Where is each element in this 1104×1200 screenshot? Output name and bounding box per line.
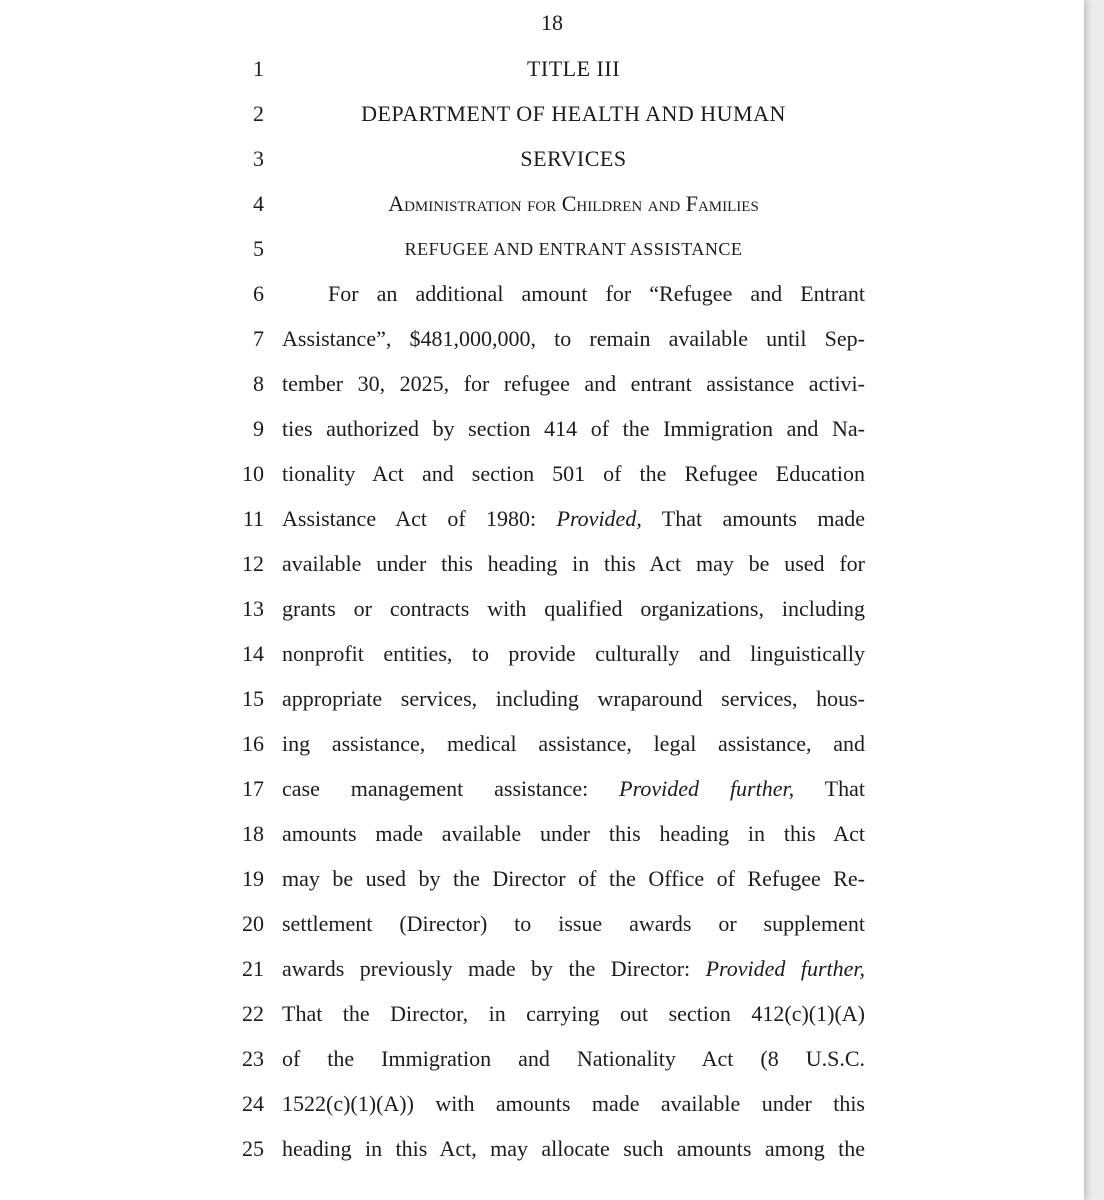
body-text-line: That the Director, in carrying out section 412(c)(1)(A) bbox=[282, 1001, 865, 1026]
document-line bbox=[0, 549, 1084, 594]
document-line bbox=[0, 1044, 1084, 1089]
document-line bbox=[0, 234, 1084, 279]
agency-heading: Administration for Children and Families bbox=[388, 191, 759, 216]
document-line bbox=[0, 189, 1084, 234]
document-line bbox=[0, 594, 1084, 639]
line-number: 16 bbox=[242, 731, 264, 756]
document-line bbox=[0, 999, 1084, 1044]
body-text-line: available under this heading in this Act may be used for bbox=[282, 551, 865, 576]
document-line bbox=[0, 819, 1084, 864]
line-number: 4 bbox=[253, 191, 264, 216]
document-line bbox=[0, 864, 1084, 909]
account-heading: REFUGEE AND ENTRANT ASSISTANCE bbox=[404, 239, 743, 259]
line-number: 2 bbox=[253, 101, 264, 126]
body-text-line: ing assistance, medical assistance, legal assistance, and bbox=[282, 731, 865, 756]
proviso-italic: Provided, bbox=[556, 506, 642, 531]
document-line bbox=[0, 414, 1084, 459]
department-heading: DEPARTMENT OF HEALTH AND HUMAN bbox=[361, 101, 786, 126]
proviso-italic: Provided further, bbox=[619, 776, 795, 801]
body-text-line: tionality Act and section 501 of the Refugee Education bbox=[282, 461, 865, 486]
line-number: 23 bbox=[242, 1046, 264, 1071]
body-text-line: For an additional amount for “Refugee and Entrant bbox=[328, 281, 865, 306]
line-number: 5 bbox=[253, 236, 264, 261]
body-text-line: heading in this Act, may allocate such amounts among the bbox=[282, 1136, 865, 1161]
body-text-line: of the Immigration and Nationality Act (8 U.S.C. bbox=[282, 1046, 865, 1071]
document-line bbox=[0, 684, 1084, 729]
line-number: 8 bbox=[253, 371, 264, 396]
page-number: 18 bbox=[541, 10, 563, 35]
line-number: 19 bbox=[242, 866, 264, 891]
body-text-line: may be used by the Director of the Office of Refugee Re- bbox=[282, 866, 865, 891]
document-line bbox=[0, 1089, 1084, 1134]
body-text-segment: case management assistance: bbox=[282, 776, 589, 801]
body-text-line: grants or contracts with qualified organizations, including bbox=[282, 596, 865, 621]
line-number: 22 bbox=[242, 1001, 264, 1026]
line-number: 14 bbox=[242, 641, 264, 666]
body-text-line: 1522(c)(1)(A)) with amounts made available under this bbox=[282, 1091, 865, 1116]
body-text-line: amounts made available under this heading in this Act bbox=[282, 821, 865, 846]
body-text-line: nonprofit entities, to provide culturally and linguistically bbox=[282, 641, 865, 666]
body-text-line: appropriate services, including wraparound services, hous- bbox=[282, 686, 865, 711]
document-line bbox=[0, 324, 1084, 369]
line-number: 1 bbox=[253, 56, 264, 81]
proviso-italic: Provided further, bbox=[705, 956, 866, 981]
line-number: 9 bbox=[253, 416, 264, 441]
document-line bbox=[0, 279, 1084, 324]
body-text-segment: That amounts made bbox=[661, 506, 865, 531]
document-line bbox=[0, 144, 1084, 189]
body-text-line bbox=[282, 774, 865, 804]
title-heading: TITLE III bbox=[526, 56, 621, 81]
line-number: 11 bbox=[242, 506, 264, 531]
document-line bbox=[0, 504, 1084, 549]
line-number: 17 bbox=[242, 776, 264, 801]
line-number: 7 bbox=[253, 326, 264, 351]
line-number: 25 bbox=[242, 1136, 264, 1161]
body-text-segment: awards previously made by the Director: bbox=[282, 956, 691, 981]
document-line bbox=[0, 369, 1084, 414]
line-number: 12 bbox=[242, 551, 264, 576]
line-number: 3 bbox=[253, 146, 264, 171]
line-number: 15 bbox=[242, 686, 264, 711]
body-text-line bbox=[282, 504, 865, 534]
body-text-line bbox=[282, 954, 865, 984]
document-line bbox=[0, 639, 1084, 684]
line-number: 6 bbox=[253, 281, 264, 306]
body-text-line: settlement (Director) to issue awards or supplement bbox=[282, 911, 865, 936]
line-number: 20 bbox=[242, 911, 264, 936]
line-number: 10 bbox=[242, 461, 264, 486]
document-line bbox=[0, 54, 1084, 99]
line-number: 21 bbox=[242, 956, 264, 981]
body-text-line: ties authorized by section 414 of the Immigration and Na- bbox=[282, 416, 865, 441]
body-text-line: tember 30, 2025, for refugee and entrant assistance activi- bbox=[282, 371, 865, 396]
department-heading-continued: SERVICES bbox=[520, 146, 627, 171]
document-line bbox=[0, 774, 1084, 819]
document-line bbox=[0, 1134, 1084, 1179]
body-text-line: Assistance”, $481,000,000, to remain available until Sep- bbox=[282, 326, 865, 351]
line-number: 18 bbox=[242, 821, 264, 846]
document-line bbox=[0, 459, 1084, 504]
document-line bbox=[0, 909, 1084, 954]
body-text-segment: That bbox=[824, 776, 865, 801]
document-line bbox=[0, 954, 1084, 999]
document-line bbox=[0, 99, 1084, 144]
document-line bbox=[0, 729, 1084, 774]
line-number: 13 bbox=[242, 596, 264, 621]
line-number: 24 bbox=[242, 1091, 264, 1116]
body-text-segment: Assistance Act of 1980: bbox=[282, 506, 537, 531]
